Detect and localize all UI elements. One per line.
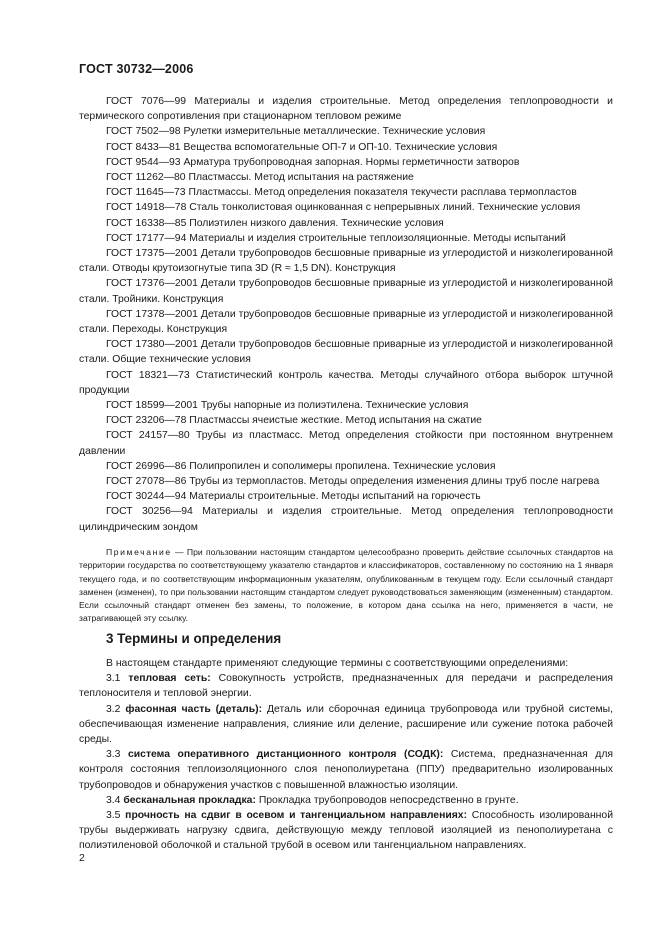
note-paragraph — [79, 546, 613, 626]
normative-references-list — [79, 94, 613, 535]
reference-code: ГОСТ 23206—78 — [106, 415, 187, 427]
term-item — [79, 793, 613, 808]
term-name: система оперативного дистанционного контроля (СОДК): — [128, 749, 444, 761]
reference-text: Пластмассы. Метод определения показателя текучести расплава термопластов — [188, 187, 577, 199]
reference-item — [79, 368, 613, 398]
reference-code: ГОСТ 7502—98 — [106, 126, 181, 138]
reference-item — [79, 307, 613, 337]
term-name: фасонная часть (деталь): — [125, 703, 263, 715]
reference-text: Материалы и изделия строительные теплоизоляционные. Методы испытаний — [189, 232, 566, 244]
reference-code: ГОСТ 11262—80 — [106, 172, 186, 184]
reference-code: ГОСТ 30256—94 — [106, 506, 193, 518]
reference-item — [79, 413, 613, 428]
reference-code: ГОСТ 17376—2001 — [106, 278, 198, 290]
reference-item — [79, 428, 613, 458]
term-item — [79, 671, 613, 701]
term-definition: Прокладка трубопроводов непосредственно в грунте. — [258, 794, 519, 806]
reference-item — [79, 246, 613, 276]
note-label: Примечание — [106, 547, 172, 557]
reference-item — [79, 231, 613, 246]
reference-item — [79, 489, 613, 504]
reference-item — [79, 200, 613, 215]
reference-text: Сталь тонколистовая оцинкованная с непрерывных линий. Технические условия — [189, 202, 581, 214]
reference-text: Детали трубопроводов бесшовные приварные из углеродистой и низколегированной стали. Общие технические условия — [79, 339, 614, 366]
reference-text: Вещества вспомогательные ОП-7 и ОП-10. Технические условия — [183, 141, 498, 153]
reference-text: Материалы и изделия строительные. Метод определения теплопроводности цилиндрическим зондом — [79, 506, 613, 533]
reference-code: ГОСТ 16338—85 — [106, 217, 187, 229]
reference-item — [79, 216, 613, 231]
term-definition: Совокупность устройств, предназначенных для передачи и распределения теплоносителя и тепловой энергии. — [79, 673, 613, 700]
terms-list — [79, 656, 613, 854]
reference-item — [79, 170, 613, 185]
reference-text: Материалы и изделия строительные. Метод определения теплопроводности и термического сопротивления при стационарном тепловом режиме — [79, 96, 613, 123]
section-heading: 3 Термины и определения — [106, 631, 282, 646]
term-definition: Система, предназначенная для контроля состояния теплоизоляционного слоя пенополиуретана (ППУ) предварительно изолированных трубопроводов и обнаружения участков с повышенной влажностью изоляции. — [79, 749, 614, 791]
reference-code: ГОСТ 14918—78 — [106, 202, 187, 214]
reference-code: ГОСТ 18321—73 — [106, 369, 190, 381]
term-definition: Способность изолированной трубы выдерживать нагрузку сдвига, действующую между тепловой изоляцией из пенополиуретана с полиэтиленовой оболочкой и стальной трубой в осевом или тангенциальном направлениях. — [79, 810, 614, 852]
reference-code: ГОСТ 17378—2001 — [106, 308, 198, 320]
reference-text: Материалы строительные. Методы испытаний на горючесть — [189, 491, 481, 503]
reference-text: Трубы из пластмасс. Метод определения стойкости при постоянном внутреннем давлении — [79, 430, 613, 457]
reference-item — [79, 504, 613, 534]
reference-item — [79, 474, 613, 489]
term-name: бесканальная прокладка: — [123, 794, 256, 806]
reference-code: ГОСТ 27078—86 — [106, 476, 187, 488]
reference-code: ГОСТ 8433—81 — [106, 141, 181, 153]
reference-code: ГОСТ 26996—86 — [106, 460, 187, 472]
term-name: тепловая сеть: — [128, 673, 211, 685]
term-item — [79, 808, 613, 854]
term-item — [79, 747, 613, 793]
term-item — [79, 702, 613, 748]
reference-code: ГОСТ 18599—2001 — [106, 400, 198, 412]
reference-text: Полипропилен и сополимеры пропилена. Технические условия — [189, 460, 496, 472]
reference-code: ГОСТ 24157—80 — [106, 430, 190, 442]
reference-text: Детали трубопроводов бесшовные приварные из углеродистой и низколегированной стали. Переходы. Конструкция — [79, 308, 614, 336]
reference-text: Пластмассы ячеистые жесткие. Метод испытания на сжатие — [189, 415, 482, 427]
term-number: 3.3 — [106, 749, 121, 761]
page-header: ГОСТ 30732—2006 — [79, 62, 194, 76]
term-number: 3.1 — [106, 673, 121, 685]
reference-item — [79, 140, 613, 155]
term-definition: Деталь или сборочная единица трубопровода или трубной системы, обеспечивающая изменение направления, слияние или деление, расширение или сужение потока рабочей среды. — [79, 703, 614, 746]
reference-text: Пластмассы. Метод испытания на растяжение — [188, 172, 414, 184]
reference-item — [79, 459, 613, 474]
reference-item — [79, 398, 613, 413]
intro-paragraph: В настоящем стандарте применяют следующие термины с соответствующими определениями: — [106, 658, 569, 669]
reference-code: ГОСТ 17380—2001 — [106, 339, 198, 351]
reference-text: Арматура трубопроводная запорная. Нормы герметичности затворов — [183, 156, 520, 168]
page-number: 2 — [79, 852, 85, 864]
term-name: прочность на сдвиг в осевом и тангенциальном направлениях: — [125, 810, 468, 822]
reference-code: ГОСТ 9544—93 — [106, 156, 181, 168]
reference-text: Трубы из термопластов. Методы определения изменения длины труб после нагрева — [189, 476, 600, 488]
reference-code: ГОСТ 17177—94 — [106, 232, 187, 244]
reference-code: ГОСТ 11645—73 — [106, 187, 186, 199]
reference-code: ГОСТ 30244—94 — [106, 491, 187, 503]
reference-text: Детали трубопроводов бесшовные приварные из углеродистой и низколегированной стали. Отводы крутоизогнутые типа 3D (R ≈ 1,5 DN). Конструкция — [79, 248, 614, 275]
reference-text: Трубы напорные из полиэтилена. Технические условия — [200, 400, 469, 412]
reference-item — [79, 276, 613, 306]
reference-item — [79, 185, 613, 200]
term-number: 3.2 — [106, 703, 121, 715]
reference-code: ГОСТ 7076—99 — [106, 96, 187, 107]
term-number: 3.4 — [106, 794, 121, 806]
reference-item — [79, 155, 613, 170]
reference-item — [79, 124, 613, 139]
reference-code: ГОСТ 17375—2001 — [106, 248, 198, 260]
reference-text: Рулетки измерительные металлические. Технические условия — [183, 126, 486, 138]
reference-text: Статистический контроль качества. Методы случайного отбора выборок штучной продукции — [79, 369, 614, 396]
reference-text: Полиэтилен низкого давления. Технические условия — [189, 217, 444, 229]
reference-item — [79, 94, 613, 124]
note-text: — При пользовании настоящим стандартом целесообразно проверить действие ссылочных стандартов на территории государства по соответствующему указателю стандартов и классификаторов, составленному по состоянию на 1 января текущего года, и по соответствующим информационным указателям, опубликованным в текущем году. Если ссылочный стандарт заменен (изменен), то при пользовании настоящим стандартом следует руководствоваться заменяющим (измененным) стандартом. Если ссылочный стандарт отменен без замены, то положение, в котором дана ссылка на него, применяется в части, не затрагивающей эту ссылку. — [79, 547, 613, 624]
reference-text: Детали трубопроводов бесшовные приварные из углеродистой и низколегированной стали. Тройники. Конструкция — [79, 278, 614, 305]
term-number: 3.5 — [106, 810, 121, 822]
reference-item — [79, 337, 613, 367]
